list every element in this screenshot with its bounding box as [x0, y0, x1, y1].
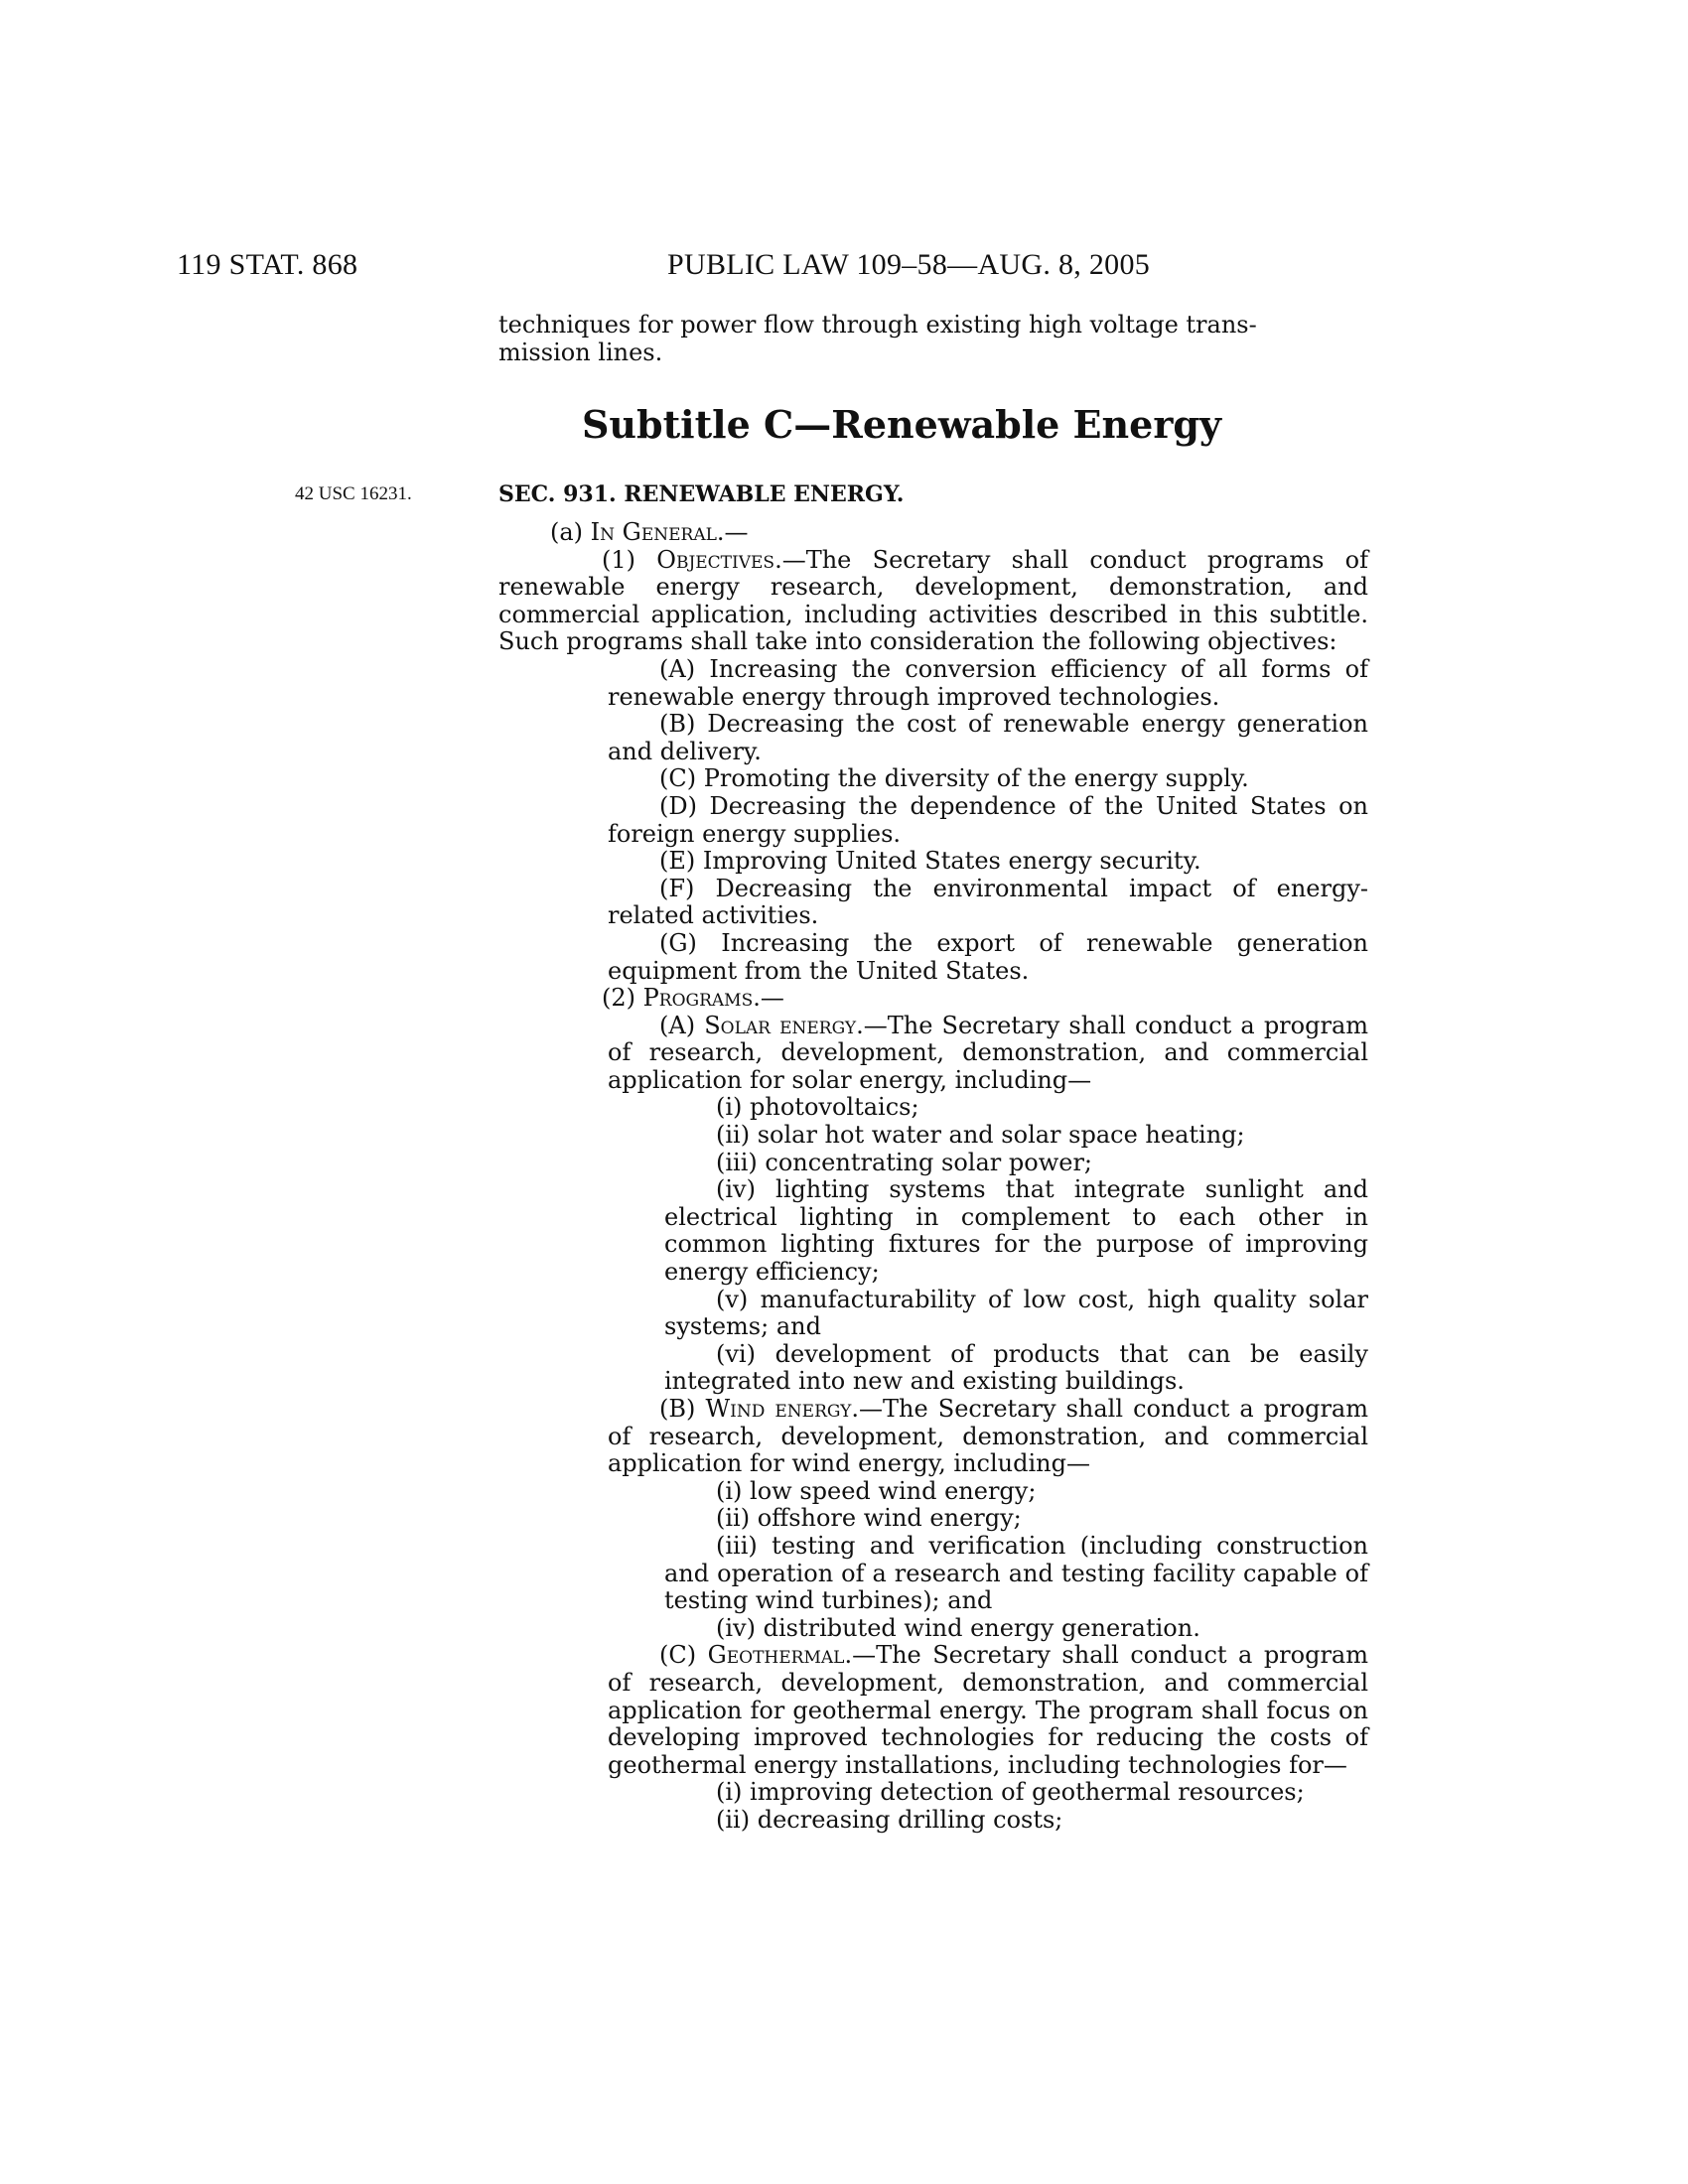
- wind-heading: Wind energy: [705, 1395, 852, 1423]
- intro-line-1: techniques for power flow through existing high voltage trans-: [498, 311, 1257, 339]
- geo-prefix: (C): [659, 1641, 708, 1670]
- objective-f-text: (F) Decreasing the environmental impact of energy-related activities.: [608, 874, 1368, 930]
- wind-item: (iv) distributed wind energy generation.: [716, 1613, 1200, 1642]
- wind-text: .—The Secretary shall conduct a program of research, development, demonstration, and commercial application for wind energy, including—: [608, 1395, 1368, 1478]
- objective-c: [498, 765, 1368, 793]
- paragraph-objectives: [498, 547, 1368, 656]
- program-wind: [498, 1396, 1368, 1478]
- programs-heading: Programs: [642, 984, 754, 1013]
- usc-margin-note: 42 USC 16231.: [295, 483, 412, 504]
- page-citation: 119 STAT. 868: [177, 248, 358, 281]
- objective-e: [498, 848, 1368, 876]
- section-body: [498, 519, 1368, 1835]
- objective-b-text: (B) Decreasing the cost of renewable energy generation and delivery.: [608, 710, 1368, 765]
- paragraph-programs: [498, 985, 1368, 1013]
- solar-text: .—The Secretary shall conduct a program of research, development, demonstration, and commercial application for solar energy, including—: [608, 1011, 1369, 1094]
- solar-item: (vi) development of products that can be easily integrated into new and existing buildings.: [664, 1339, 1368, 1396]
- wind-item: (ii) offshore wind energy;: [716, 1504, 1022, 1533]
- intro-paragraph: [498, 312, 1368, 366]
- program-solar: [498, 1013, 1368, 1095]
- subsection-a-heading: In General: [590, 518, 717, 546]
- running-head: PUBLIC LAW 109–58—AUG. 8, 2005: [667, 248, 1151, 281]
- geo-item: (ii) decreasing drilling costs;: [716, 1805, 1063, 1834]
- solar-item: (v) manufacturability of low cost, high quality solar systems; and: [664, 1285, 1368, 1341]
- solar-item: (ii) solar hot water and solar space heating;: [716, 1121, 1245, 1150]
- subsection-a-dash: .—: [716, 518, 749, 546]
- objective-g-text: (G) Increasing the export of renewable generation equipment from the United States.: [608, 928, 1368, 985]
- subsection-a-prefix: (a): [550, 518, 591, 546]
- solar-prefix: (A): [659, 1011, 705, 1039]
- intro-line-2: mission lines.: [498, 338, 663, 366]
- geo-text: .—The Secretary shall conduct a program of research, development, demonstration, and commercial application for geothermal energy. The program shall focus on developing improved technologies for reducing the costs of geothermal energy installations, including technologies for—: [608, 1641, 1369, 1779]
- subtitle-heading: Subtitle C—Renewable Energy: [581, 402, 1221, 447]
- solar-heading: Solar energy: [704, 1011, 857, 1039]
- solar-item: (i) photovoltaics;: [716, 1093, 919, 1122]
- objective-e-text: (E) Improving United States energy security.: [659, 847, 1201, 876]
- solar-item: (iii) concentrating solar power;: [716, 1148, 1092, 1176]
- wind-item: (iii) testing and verification (including construction and operation of a research and testing facility capable of testing wind turbines); and: [664, 1531, 1368, 1615]
- objective-a: [498, 656, 1368, 711]
- objective-d-text: (D) Decreasing the dependence of the United States on foreign energy supplies.: [608, 791, 1368, 848]
- subsection-a: [498, 519, 1368, 547]
- objective-f: [498, 876, 1368, 930]
- objective-a-text: (A) Increasing the conversion efficiency of all forms of renewable energy through improved technologies.: [608, 654, 1368, 711]
- objective-g: [498, 930, 1368, 985]
- solar-item: (iv) lighting systems that integrate sunlight and electrical lighting in complement to each other in common lighting fixtures for the purpose of improving energy efficiency;: [664, 1175, 1368, 1287]
- objective-c-text: (C) Promoting the diversity of the energy supply.: [659, 764, 1249, 793]
- geo-heading: Geothermal: [707, 1641, 845, 1670]
- objective-d: [498, 793, 1368, 848]
- wind-prefix: (B): [659, 1395, 706, 1423]
- section-heading: SEC. 931. RENEWABLE ENERGY.: [498, 481, 905, 507]
- objectives-text: .—The Secretary shall conduct programs of renewable energy research, development, demonstration, and commercial application, including activities described in this subtitle. Such programs shall take into consideration the following objectives:: [498, 545, 1369, 656]
- objectives-prefix: (1): [602, 545, 657, 574]
- programs-dash: .—: [753, 984, 784, 1013]
- programs-prefix: (2): [602, 984, 643, 1013]
- wind-item: (i) low speed wind energy;: [716, 1476, 1037, 1505]
- objectives-heading: Objectives: [656, 545, 775, 574]
- objective-b: [498, 711, 1368, 765]
- geo-item: (i) improving detection of geothermal resources;: [716, 1778, 1305, 1807]
- program-geothermal: [498, 1642, 1368, 1779]
